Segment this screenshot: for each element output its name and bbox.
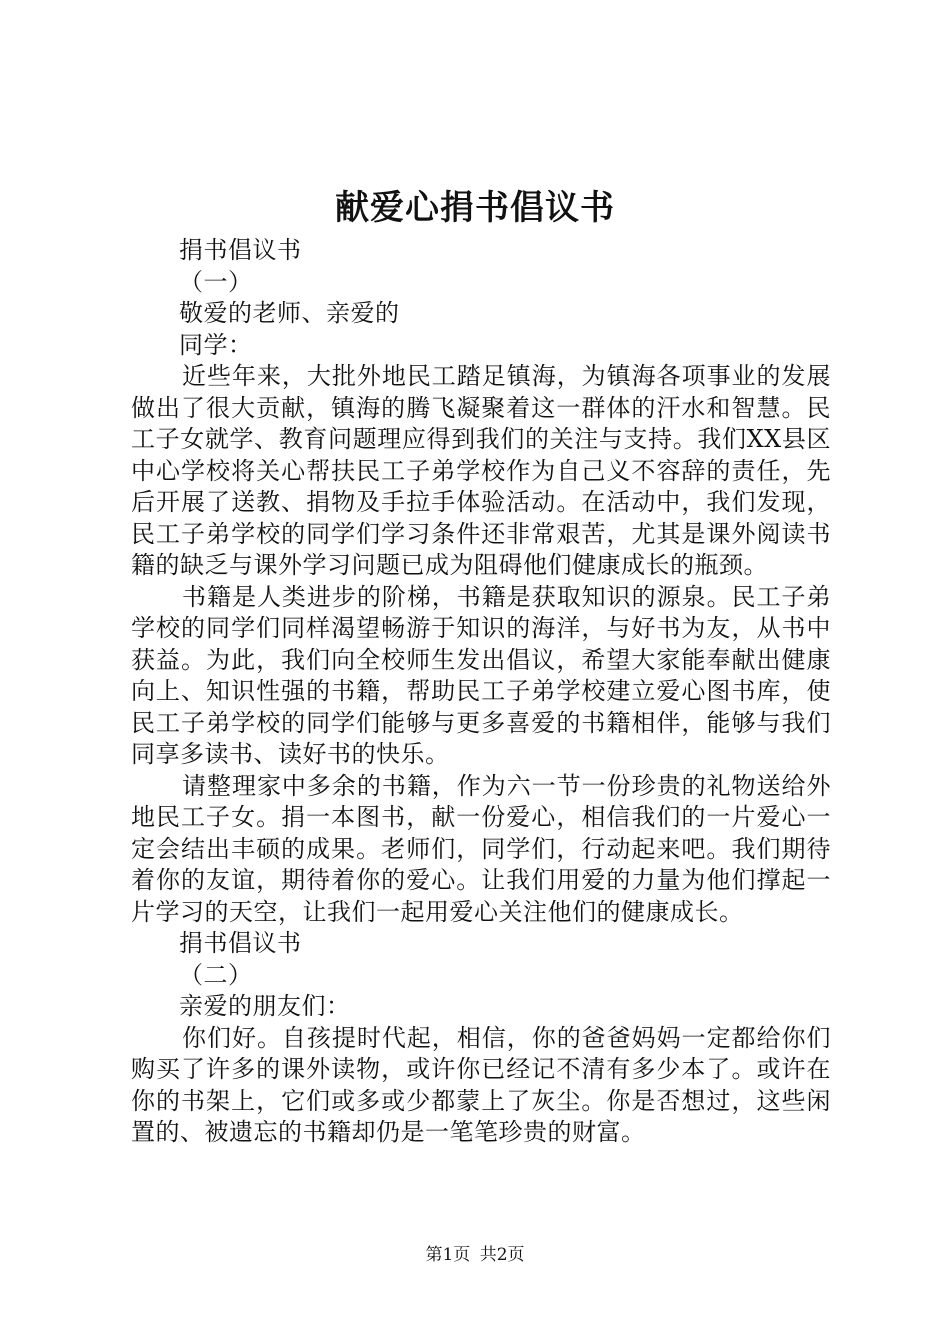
section1-greeting-line1: 敬爱的老师、亲爱的 xyxy=(179,299,400,327)
document-title: 献爱心捐书倡议书 xyxy=(335,188,615,228)
section1-greeting-line2: 同学： xyxy=(179,330,253,359)
section2-heading: 捐书倡议书 xyxy=(179,929,302,957)
section1-paragraph-1: 近些年来，大批外地民工踏足镇海，为镇海各项事业的发展做出了很大贡献，镇海的腾飞凝聚着这一群体的汗水和智慧。民工子女就学、教育问题理应得到我们的关注与支持。我们XX县区中心学校将关心帮扶民工子弟学校作为自己义不容辞的责任，先后开展了送教、捐物及手拉手体验活动。在活动中，我们发现，民工子弟学校的同学们学习条件还非常艰苦，尤其是课外阅读书籍的缺乏与课外学习问题已成为阻碍他们健康成长的瓶颈。 xyxy=(131,362,831,579)
section1-heading: 捐书倡议书 xyxy=(179,236,302,264)
section1-number: （一） xyxy=(179,267,253,296)
section2-number: （二） xyxy=(179,960,253,989)
section1-paragraph-2: 书籍是人类进步的阶梯，书籍是获取知识的源泉。民工子弟学校的同学们同样渴望畅游于知识的海洋，与好书为友，从书中获益。为此，我们向全校师生发出倡议，希望大家能奉献出健康向上、知识性强的书籍，帮助民工子弟学校建立爱心图书库，使民工子弟学校的同学们能够与更多喜爱的书籍相伴，能够与我们同享多读书、读好书的快乐。 xyxy=(131,582,831,768)
document-body xyxy=(131,235,831,1149)
section2-greeting: 亲爱的朋友们： xyxy=(179,992,351,1020)
section2-paragraph-1: 你们好。自孩提时代起，相信，你的爸爸妈妈一定都给你们购买了许多的课外读物，或许你已经记不清有多少本了。或许在你的书架上，它们或多或少都蒙上了灰尘。你是否想过，这些闲置的、被遗忘的书籍却仍是一笔笔珍贵的财富。 xyxy=(131,1023,831,1146)
section1-paragraph-3: 请整理家中多余的书籍，作为六一节一份珍贵的礼物送给外地民工子女。捐一本图书，献一份爱心，相信我们的一片爱心一定会结出丰硕的成果。老师们，同学们，行动起来吧。我们期待着你的友谊，期待着你的爱心。让我们用爱的力量为他们撑起一片学习的天空，让我们一起用爱心关注他们的健康成长。 xyxy=(131,771,831,926)
page-footer: 第1页 共2页 xyxy=(425,1245,525,1265)
